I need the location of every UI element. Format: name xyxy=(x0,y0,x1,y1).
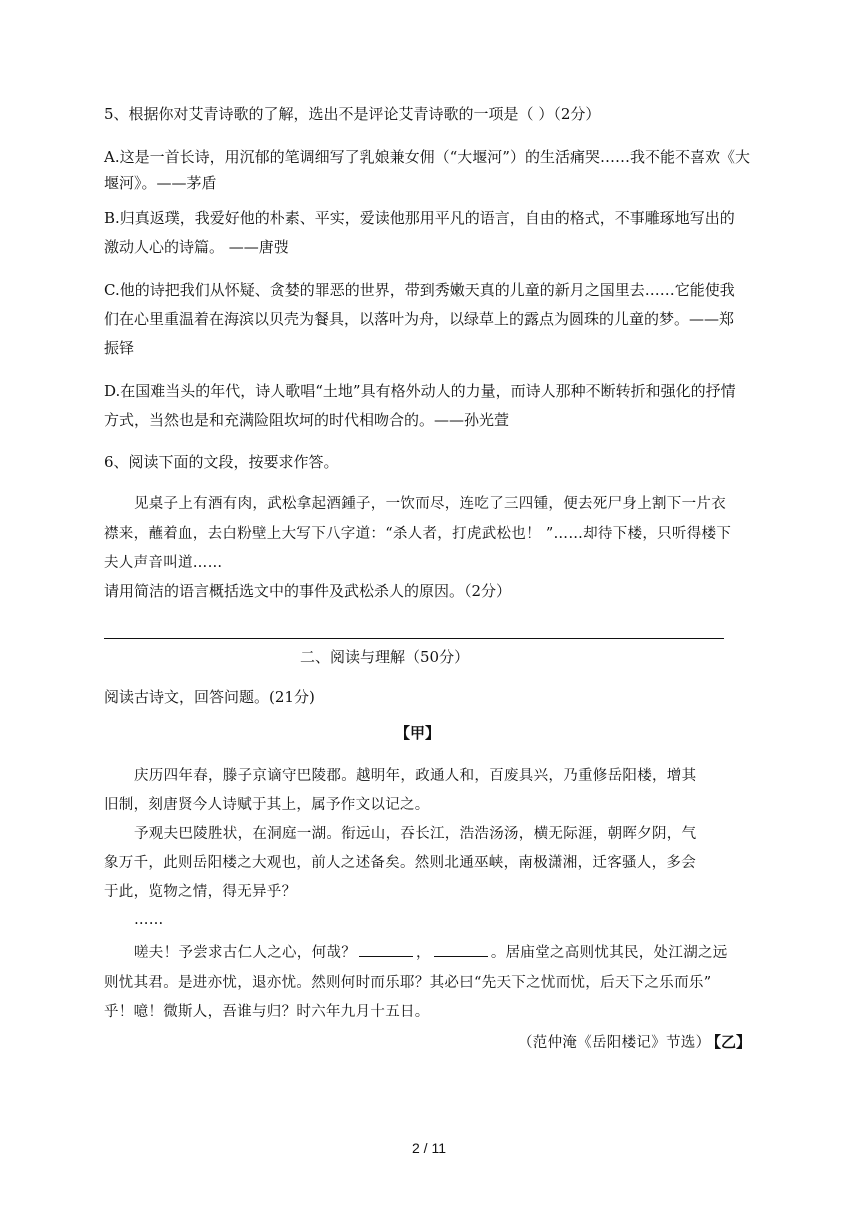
passage-line9: 乎！噫！微斯人，吾谁与归？时六年九月十五日。 xyxy=(104,1004,430,1020)
passage-ellipsis: …… xyxy=(134,912,164,928)
section-2-intro: 阅读古诗文，回答问题。(21分) xyxy=(104,688,315,706)
passage-line7-end: 。居庙堂之高则忧其民，处江湖之远 xyxy=(490,945,728,961)
passage-line5: 于此，览物之情，得无异乎？ xyxy=(104,884,297,900)
option-a-line2: 堰河》。——茅盾 xyxy=(104,174,217,192)
question-6-ask: 请用简洁的语言概括选文中的事件及武松杀人的原因。（2分） xyxy=(104,582,512,600)
option-b-line1: B.归真返璞，我爱好他的朴素、平实，爱读他那用平凡的语言，自由的格式，不事雕琢地写出的 xyxy=(104,209,735,227)
option-d-line2: 方式，当然也是和充满险阻坎坷的时代相吻合的。——孙光萱 xyxy=(104,411,510,429)
page-number: 2 / 11 xyxy=(412,1140,446,1156)
passage-line7 xyxy=(134,941,728,962)
section-divider xyxy=(104,638,724,639)
passage-line8: 则忧其君。是进亦忧，退亦忧。然则何时而乐耶？其必曰“先天下之忧而忧，后天下之乐而乐” xyxy=(104,975,712,991)
fill-blank-2[interactable] xyxy=(434,942,488,957)
passage-line7-start: 嗟夫！予尝求古仁人之心，何哉？ xyxy=(134,945,356,961)
excerpt-line2: 襟来，蘸着血，去白粉壁上大写下八字道：“杀人者，打虎武松也！ ”……却待下楼，只听得楼下 xyxy=(104,526,732,542)
passage-line7-comma: ， xyxy=(416,945,431,961)
option-a-line1: A.这是一首长诗，用沉郁的笔调细写了乳娘兼女佣（“大堰河”）的生活痛哭……我不能不喜欢《大 xyxy=(104,148,750,166)
fill-blank-1[interactable] xyxy=(359,942,413,957)
option-d-line1: D.在国难当头的年代，诗人歌唱“土地”具有格外动人的力量，而诗人那种不断转折和强化的抒情 xyxy=(104,382,736,400)
excerpt-line1: 见桌子上有酒有肉，武松拿起酒鍾子，一饮而尽，连吃了三四锺，便去死尸身上割下一片衣 xyxy=(134,496,726,512)
passage-yi-label: 【乙】 xyxy=(706,1033,752,1051)
passage-source: （范仲淹《岳阳楼记》节选） xyxy=(518,1035,711,1051)
passage-jia-label: 【甲】 xyxy=(395,724,441,742)
option-c-line1: C.他的诗把我们从怀疑、贪婪的罪恶的世界，带到秀嫩天真的儿童的新月之国里去……它能使我 xyxy=(104,281,735,299)
passage-line2: 旧制，刻唐贤今人诗赋于其上，属予作文以记之。 xyxy=(104,797,430,813)
option-b-line2: 激动人心的诗篇。 ——唐弢 xyxy=(104,238,289,256)
question-5-stem: 5、根据你对艾青诗歌的了解，选出不是评论艾青诗歌的一项是（ ）（2分） xyxy=(104,105,601,123)
excerpt-line3: 夫人声音叫道…… xyxy=(104,555,223,571)
section-2-title: 二、阅读与理解（50分） xyxy=(300,648,470,666)
option-c-line3: 振铎 xyxy=(104,339,135,357)
passage-line3: 予观夫巴陵胜状，在洞庭一湖。衔远山，吞长江，浩浩汤汤，横无际涯，朝晖夕阴，气 xyxy=(134,826,697,842)
passage-line1: 庆历四年春，滕子京谪守巴陵郡。越明年，政通人和，百废具兴，乃重修岳阳楼，增其 xyxy=(134,768,697,784)
question-6-stem: 6、阅读下面的文段，按要求作答。 xyxy=(104,453,339,471)
option-c-line2: 们在心里重温着在海滨以贝壳为餐具，以落叶为舟，以绿草上的露点为圆珠的儿童的梦。——郑 xyxy=(104,310,735,328)
passage-line4: 象万千，此则岳阳楼之大观也，前人之述备矣。然则北通巫峡，南极潇湘，迁客骚人，多会 xyxy=(104,855,696,871)
